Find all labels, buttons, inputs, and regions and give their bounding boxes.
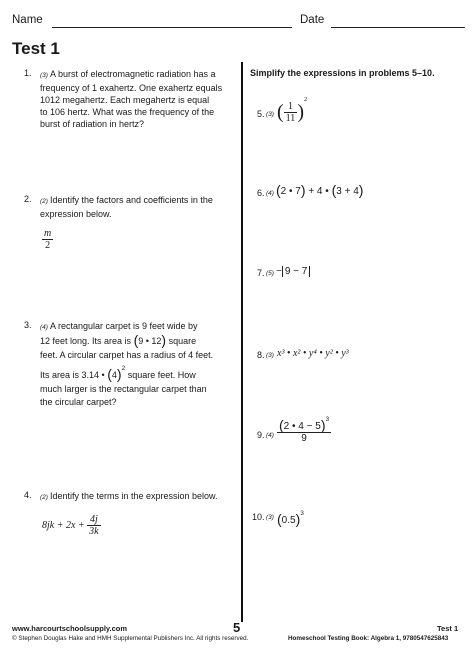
expression-m-over-2: $\frac{m}{2}$: [44, 228, 52, 251]
footer-test-label: Test 1: [437, 624, 459, 633]
footer-book-info: Homeschool Testing Book: Algebra 1, 9780547625843: [288, 635, 449, 642]
name-field[interactable]: [52, 27, 292, 28]
column-divider: [241, 62, 243, 622]
name-label: Name: [12, 14, 43, 26]
footer-copyright: © Stephen Douglas Hake and HMH Supplemental Publishers Inc. All rights reserved.: [12, 635, 249, 642]
footer-website[interactable]: www.harcourtschoolsupply.com: [12, 624, 128, 633]
expression-terms: 8jk + 2x + $\frac{4j}{3k}$: [42, 514, 99, 537]
date-label: Date: [300, 14, 325, 26]
page-number: 5: [233, 620, 241, 635]
date-field[interactable]: [331, 27, 465, 28]
test-title: Test 1: [12, 39, 60, 58]
section-heading: Simplify the expressions in problems 5–10.: [250, 68, 435, 78]
